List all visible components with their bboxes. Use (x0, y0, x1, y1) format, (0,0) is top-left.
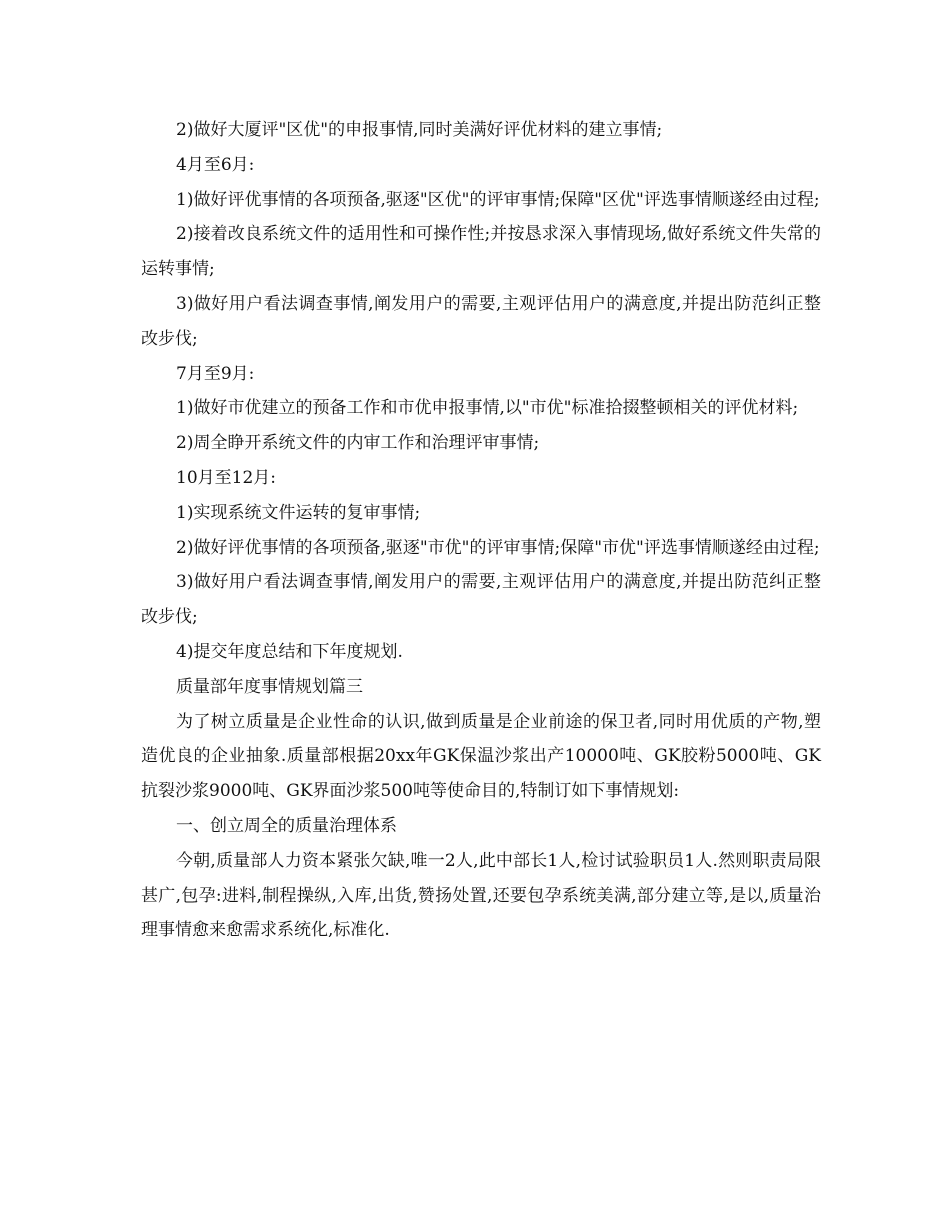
paragraph-17: 今朝,质量部人力资本紧张欠缺,唯一2人,此中部长1人,检讨试验职员1人.然则职责局限甚广,包孕:进料,制程操纵,入库,出货,赞扬处置,还要包孕系统美满,部分建立等,是以,质量治理事情愈来愈需求系统化,标准化. (141, 850, 821, 941)
paragraph-3: 1)做好评优事情的各项预备,驱逐"区优"的评审事情;保障"区优"评选事情顺遂经由过程; (176, 189, 820, 210)
paragraph-4: 2)接着改良系统文件的适用性和可操作性;并按恳求深入事情现场,做好系统文件失常的运转事情; (141, 224, 821, 280)
paragraph-11: 2)做好评优事情的各项预备,驱逐"市优"的评审事情;保障"市优"评选事情顺遂经由过程; (176, 537, 820, 558)
paragraph-7: 1)做好市优建立的预备工作和市优申报事情,以"市优"标准拾掇整顿相关的评优材料; (176, 398, 799, 419)
paragraph-6: 7月至9月: (176, 363, 255, 384)
subheading: 一、创立周全的质量治理体系 (176, 815, 397, 836)
section-heading: 质量部年度事情规划篇三 (176, 676, 363, 697)
paragraph-13: 4)提交年度总结和下年度规划. (176, 641, 403, 662)
paragraph-15: 为了树立质量是企业性命的认识,做到质量是企业前途的保卫者,同时用优质的产物,塑造优良的企业抽象.质量部根据20xx年GK保温沙浆出产10000吨、GK胶粉5000吨、GK抗裂沙浆9000吨、GK界面沙浆500吨等使命目的,特制订如下事情规划: (141, 711, 821, 802)
paragraph-9: 10月至12月: (176, 467, 276, 488)
paragraph-1: 2)做好大厦评"区优"的申报事情,同时美满好评优材料的建立事情; (176, 120, 663, 140)
document-body (141, 113, 821, 948)
paragraph-10: 1)实现系统文件运转的复审事情; (176, 502, 421, 523)
paragraph-12: 3)做好用户看法调查事情,阐发用户的需要,主观评估用户的满意度,并提出防范纠正整改步伐; (141, 572, 821, 628)
paragraph-2: 4月至6月: (176, 154, 255, 175)
paragraph-8: 2)周全睁开系统文件的内审工作和治理评审事情; (176, 433, 540, 454)
paragraph-5: 3)做好用户看法调查事情,阐发用户的需要,主观评估用户的满意度,并提出防范纠正整改步伐; (141, 293, 821, 349)
